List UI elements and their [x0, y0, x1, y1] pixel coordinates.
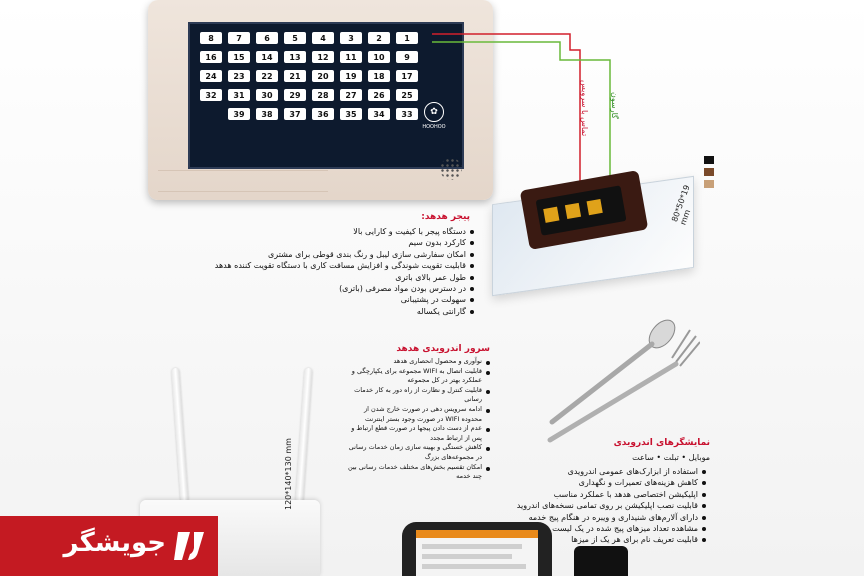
feature-item: کارکرد بدون سیم [215, 237, 474, 248]
table-number-cell: 24 [200, 70, 222, 82]
table-number-cell: 34 [368, 108, 390, 120]
pager-button-3 [587, 199, 603, 215]
table-number-cell: 15 [228, 51, 250, 63]
server-features-list [345, 357, 490, 482]
table-number-cell: 37 [284, 108, 306, 120]
phone-list-row [422, 554, 512, 559]
table-number-cell: 10 [368, 51, 390, 63]
brand-logo-icon [172, 528, 206, 564]
feature-item: امکان سفارشی سازی لیبل و رنگ بندی قوطی برای مشتری [215, 249, 474, 260]
table-number-cell: 30 [256, 89, 278, 101]
panel-ridges [158, 170, 328, 192]
android-device-types: موبایل • تبلت • ساعت [632, 453, 710, 462]
table-number-cell: 2 [368, 32, 390, 44]
signal-label-red: تماس با سرویس [580, 80, 589, 137]
table-number-cell: 28 [312, 89, 334, 101]
table-number-cell: 4 [312, 32, 334, 44]
brand-badge [0, 516, 218, 576]
feature-item: ادامه سرویس دهی در صورت خارج شدن از محدوده WIFI در صورت وجود بستر اینترنت [345, 405, 490, 424]
pager-section-title: پیجر هدهد: [421, 212, 470, 222]
feature-item: کاهش هزینه‌های تعمیرات و نگهداری [517, 477, 706, 488]
table-number-cell: 22 [256, 70, 278, 82]
phone-screen [416, 530, 538, 576]
feature-item: کاهش خستگی و بهینه سازی زمان خدمات رسانی در مجموعه‌های بزرگ [345, 443, 490, 462]
android-section-title: نمایشگرهای اندرویدی [613, 438, 710, 448]
feature-item: قابلیت تقویت شوندگی و افزایش مسافت کاری با دستگاه تقویت کننده هدهد [215, 260, 474, 271]
table-number-cell: 5 [284, 32, 306, 44]
server-section-title: سرور اندرویدی هدهد [396, 344, 490, 354]
pager-device [492, 160, 692, 300]
table-number-cell: 36 [312, 108, 334, 120]
router-antenna-left [171, 368, 188, 503]
router-dimensions: 120*140*130 mm [284, 438, 293, 510]
feature-item: قابلیت تعریف نام برای هر یک از میزها [517, 534, 706, 545]
table-number-cell: 14 [256, 51, 278, 63]
pager-display [536, 185, 627, 235]
table-number-cell: 27 [340, 89, 362, 101]
pager-button-1 [543, 207, 559, 223]
feature-item: گارانتی یکساله [215, 306, 474, 317]
cutlery-image [540, 318, 700, 448]
table-number-cell: 23 [228, 70, 250, 82]
feature-item: دارای آلارم‌های شنیداری و ویبره در هنگام پیج خدمه [517, 512, 706, 523]
table-number-cell: 8 [200, 32, 222, 44]
logo-text: HOOHOO [422, 124, 446, 130]
table-number-cell: 20 [312, 70, 334, 82]
table-number-cell: 7 [228, 32, 250, 44]
table-number-cell: 1 [396, 32, 418, 44]
table-number-cell: 16 [200, 51, 222, 63]
feature-item: استفاده از ابزارک‌های عمومی اندرویدی [517, 466, 706, 477]
table-number-cell: 3 [340, 32, 362, 44]
table-number-cell: 38 [256, 108, 278, 120]
table-number-cell: 18 [368, 70, 390, 82]
table-number-cell: 32 [200, 89, 222, 101]
feature-item: امکان تقسیم بخش‌های مختلف خدمات رسانی بین چند خدمه [345, 463, 490, 482]
feature-item: دستگاه پیجر با کیفیت و کارایی بالا [215, 226, 474, 237]
fork-tines [672, 330, 700, 366]
table-number-cell: 21 [284, 70, 306, 82]
bird-icon: ✿ [424, 102, 444, 122]
table-number-cell: 17 [396, 70, 418, 82]
pager-button-2 [565, 203, 581, 219]
smartphone-image [402, 522, 552, 576]
feature-item: مشاهده تعداد میزهای پیج شده در یک لیست [517, 523, 706, 534]
table-number-cell: 31 [228, 89, 250, 101]
feature-item: در دسترس بودن مواد مصرفی (باتری) [215, 283, 474, 294]
color-swatch-beige [704, 180, 714, 188]
phone-list-row [422, 544, 522, 549]
router-antenna-right [295, 368, 312, 503]
feature-item: نوآوری و محصول انحصاری هدهد [345, 357, 490, 367]
table-number-cell: 19 [340, 70, 362, 82]
table-number-cell: 33 [396, 108, 418, 120]
signal-label-green: گارسون [610, 92, 619, 119]
table-number-cell: 12 [312, 51, 334, 63]
feature-item: طول عمر بالای باتری [215, 272, 474, 283]
table-number-cell: 6 [256, 32, 278, 44]
brand-name: جویشگر [63, 528, 166, 558]
phone-list-row [422, 564, 526, 569]
table-number-cell: 13 [284, 51, 306, 63]
table-number-cell: 25 [396, 89, 418, 101]
smartwatch-image [574, 546, 628, 576]
feature-item: قابلیت کنترل و نظارت از راه دور به کار خدمات رسانی [345, 386, 490, 405]
feature-item: قابلیت نصب اپلیکیشن بر روی تمامی نسخه‌های اندروید [517, 500, 706, 511]
feature-item: اپلیکیشن اختصاصی هدهد با عملکرد مناسب [517, 489, 706, 500]
color-swatch-brown [704, 168, 714, 176]
pager-dimensions: 80*50*19 mm [670, 183, 693, 227]
feature-item: سهولت در پشتیبانی [215, 294, 474, 305]
table-number-cell: 29 [284, 89, 306, 101]
feature-item: قابلیت اتصال به WIFI مجموعه برای یکپارچگی و عملکرد بهتر در کل مجموعه [345, 367, 490, 386]
phone-app-bar [416, 530, 538, 538]
table-number-cell: 11 [340, 51, 362, 63]
table-number-cell: 35 [340, 108, 362, 120]
feature-item: عدم از دست دادن پیجها در صورت قطع ارتباط و پس از ارتباط مجدد [345, 424, 490, 443]
table-number-cell: 9 [396, 51, 418, 63]
table-number-cell: 26 [368, 89, 390, 101]
color-swatch-black [704, 156, 714, 164]
pager-features-list [215, 226, 474, 317]
table-number-cell: 39 [228, 108, 250, 120]
